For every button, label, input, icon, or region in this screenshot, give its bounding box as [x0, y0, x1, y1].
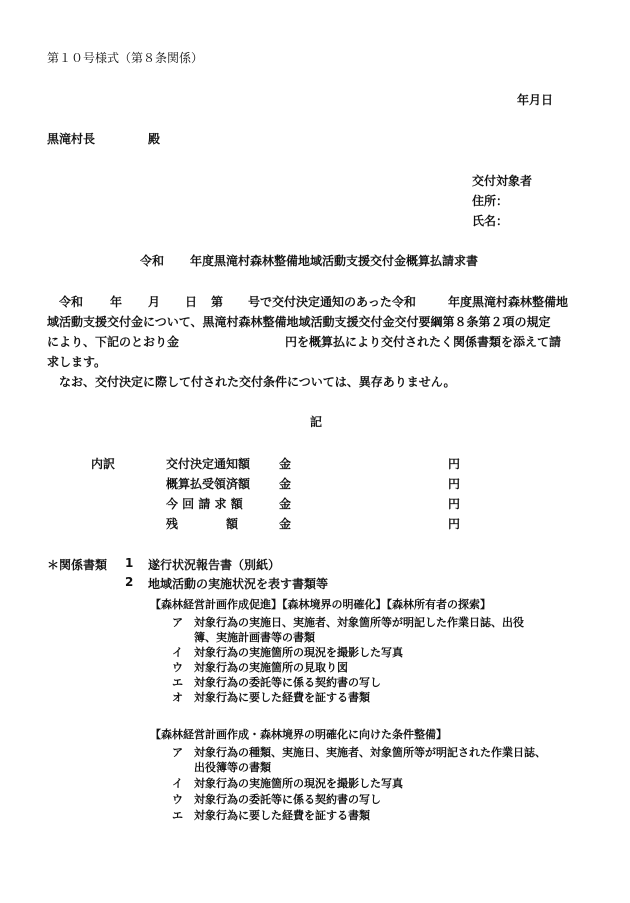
- group2-text: 対象行為の委託等に係る契約書の写し: [194, 793, 381, 806]
- p1-line2: 域活動支援交付金について、黒滝村森林整備地域活動支援交付金交付要綱第８条第２項の規定: [47, 315, 551, 329]
- address-label: 住所：: [472, 194, 509, 208]
- honorific: 殿: [148, 132, 161, 146]
- name-label: 氏名：: [472, 214, 509, 228]
- group2-text-cont: 出役簿等の書類: [194, 761, 271, 774]
- form-number: 第１０号様式（第８条関係）: [47, 51, 204, 65]
- docs-item-num: 1: [125, 556, 134, 570]
- group1-mark: イ: [172, 646, 183, 659]
- p1-rest1: 号で交付決定通知のあった令和: [248, 295, 416, 309]
- applicant-label: 交付対象者: [472, 174, 533, 188]
- p1-line3b: 円を概算払により交付されたく関係書類を添えて請: [285, 335, 562, 349]
- breakdown-yen: 円: [448, 477, 461, 491]
- title-reiwa: 令和: [140, 254, 165, 268]
- breakdown-yen: 円: [448, 517, 461, 531]
- breakdown-item: 交付決定通知額: [166, 457, 251, 471]
- group2-heading: 【森林経営計画作成・森林境界の明確化に向けた条件整備】: [150, 728, 447, 741]
- group1-text: 対象行為に要した経費を証する書類: [194, 691, 370, 704]
- group2-text: 対象行為の種類、実施日、実施者、対象箇所等が明記された作業日誌、: [194, 746, 546, 759]
- group2-text: 対象行為の実施箇所の現況を撮影した写真: [194, 777, 403, 790]
- ki-mark: 記: [310, 415, 323, 429]
- group2-mark: エ: [172, 809, 183, 822]
- breakdown-kin: 金: [279, 517, 292, 531]
- docs-label: ＊関係書類: [47, 558, 108, 572]
- group1-mark: ウ: [172, 661, 183, 674]
- group2-mark: ウ: [172, 793, 183, 806]
- docs-item-text: 遂行状況報告書（別紙）: [148, 558, 281, 572]
- addressee: 黒滝村長: [47, 132, 96, 146]
- breakdown-label: 内訳: [91, 457, 116, 471]
- page-title: 年度黒滝村森林整備地域活動支援交付金概算払請求書: [190, 254, 479, 268]
- breakdown-yen: 円: [448, 457, 461, 471]
- p1-reiwa: 令和: [59, 295, 84, 309]
- group1-text: 対象行為の委託等に係る契約書の写し: [194, 676, 381, 689]
- group1-mark: ア: [172, 616, 183, 629]
- breakdown-kin: 金: [279, 497, 292, 511]
- breakdown-item: 残 額: [166, 517, 239, 531]
- group2-mark: ア: [172, 746, 183, 759]
- group1-mark: エ: [172, 676, 183, 689]
- group1-text: 対象行為の実施日、実施者、対象箇所等が明記した作業日誌、出役: [194, 616, 524, 629]
- p1-tsuki: 月: [148, 295, 161, 309]
- breakdown-yen: 円: [448, 497, 461, 511]
- date-label: 年月日: [517, 93, 554, 107]
- breakdown-item: 概算払受領済額: [166, 477, 251, 491]
- group1-text: 対象行為の実施箇所の見取り図: [194, 661, 348, 674]
- p1-dai: 第: [211, 295, 224, 309]
- breakdown-kin: 金: [279, 457, 292, 471]
- p1-nen: 年: [110, 295, 123, 309]
- p1-rest1b: 年度黒滝村森林整備地: [448, 295, 569, 309]
- group1-mark: オ: [172, 691, 183, 704]
- group2-mark: イ: [172, 777, 183, 790]
- breakdown-item: 今 回 請 求 額: [166, 497, 243, 511]
- docs-item-text: 地域活動の実施状況を表す書類等: [148, 577, 329, 591]
- p2: なお、交付決定に際して付された交付条件については、異存ありません。: [59, 375, 456, 389]
- p1-line4: 求します。: [47, 355, 107, 369]
- docs-item-num: 2: [125, 575, 134, 589]
- group1-heading: 【森林経営計画作成促進】【森林境界の明確化】【森林所有者の探索】: [150, 598, 491, 611]
- group1-text: 対象行為の実施箇所の現況を撮影した写真: [194, 646, 403, 659]
- p1-line3a: により、下記のとおり金: [47, 335, 180, 349]
- breakdown-kin: 金: [279, 477, 292, 491]
- group1-text-cont: 簿、実施計画書等の書類: [194, 631, 315, 644]
- p1-hi: 日: [185, 295, 198, 309]
- group2-text: 対象行為に要した経費を証する書類: [194, 809, 370, 822]
